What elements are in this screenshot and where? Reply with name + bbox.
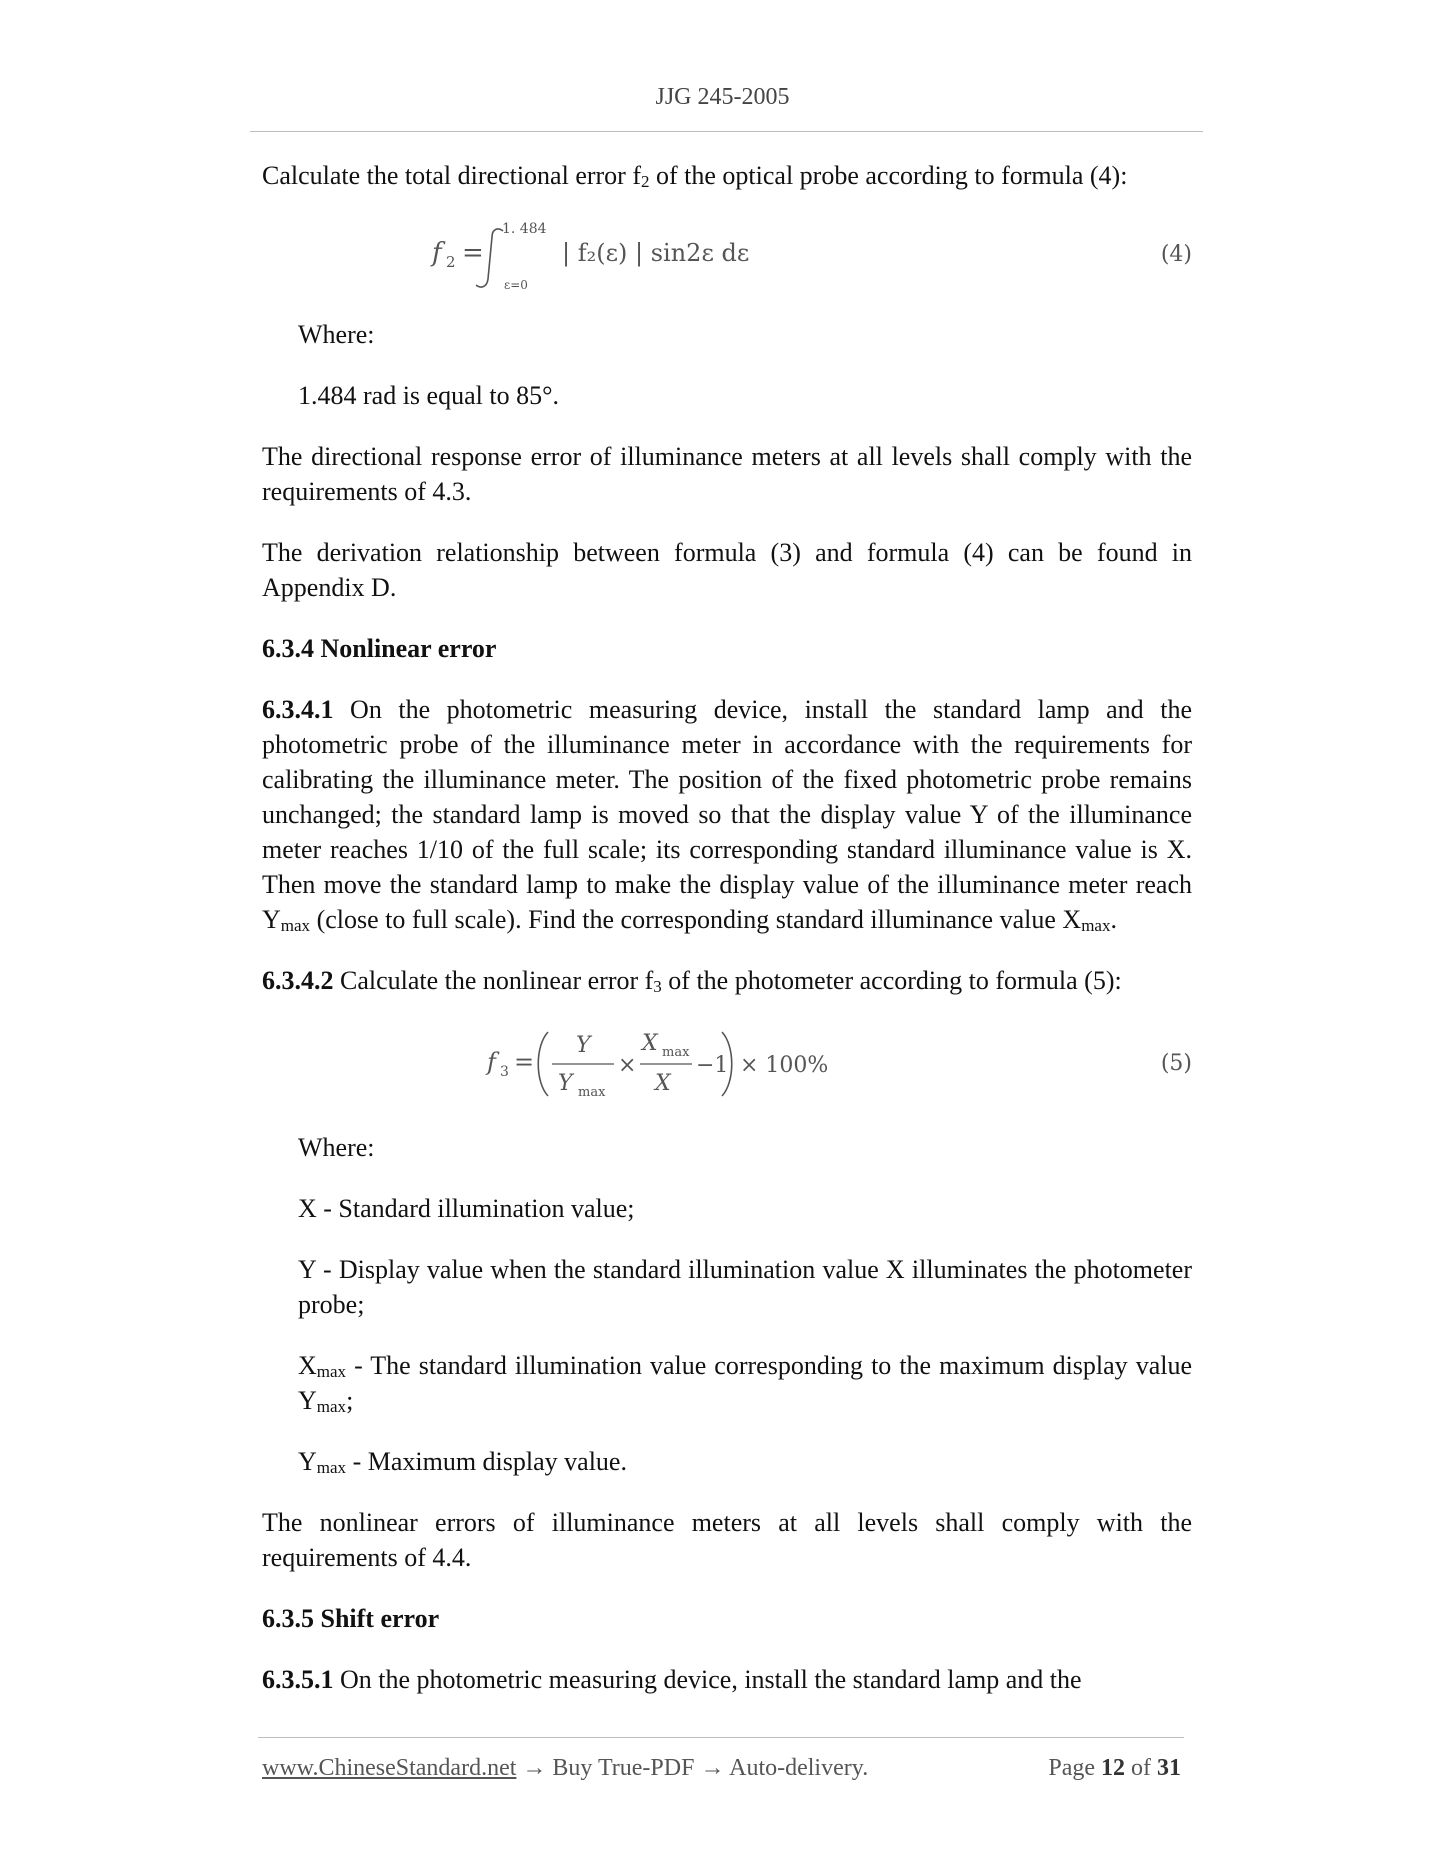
site-link[interactable]: www.ChineseStandard.net bbox=[262, 1755, 517, 1781]
directional-paragraph: The directional response error of illuminance meters at all levels shall comply with the requirements of 4.3. bbox=[262, 442, 1192, 506]
footer-left: www.ChineseStandard.net → Buy True-PDF → Auto-delivery. bbox=[262, 1755, 869, 1781]
definition-y: Y - Display value when the standard illumination value X illuminates the photometer probe; bbox=[298, 1255, 1192, 1319]
eq-number-4: (4) bbox=[1160, 242, 1192, 267]
f5-times-100: × 100% bbox=[740, 1053, 829, 1078]
f4-lower-limit: ε=0 bbox=[504, 278, 528, 291]
f4-lhs-var: f bbox=[432, 238, 442, 268]
nonlinear-paragraph: The nonlinear errors of illuminance meters at all levels shall comply with the requirements of 4.4. bbox=[262, 1508, 1192, 1572]
f4-equals: = bbox=[462, 238, 484, 268]
formula-5-graphic bbox=[262, 1024, 1062, 1104]
f5-num-xmax-sub: max bbox=[662, 1045, 690, 1060]
header-rule bbox=[250, 131, 1203, 132]
page-number: 12 bbox=[1101, 1755, 1125, 1781]
f5-den-ymax: Y bbox=[558, 1071, 573, 1096]
f5-lhs-sub: 3 bbox=[500, 1064, 509, 1080]
definition-x: X - Standard illumination value; bbox=[298, 1194, 635, 1223]
left-paren bbox=[538, 1032, 548, 1096]
formula-5 bbox=[262, 1024, 1192, 1104]
where-label-1: Where: bbox=[298, 320, 375, 349]
doc-header: JJG 245-2005 bbox=[655, 84, 790, 110]
f4-upper-limit: 1. 484 bbox=[502, 221, 547, 237]
intro-paragraph: Calculate the total directional error f2 of the optical probe according to formula (4): bbox=[262, 161, 1128, 191]
f5-equals: = bbox=[514, 1048, 535, 1076]
derivation-paragraph: The derivation relationship between formula (3) and formula (4) can be found in Appendix D. bbox=[262, 538, 1192, 602]
rad-note: 1.484 rad is equal to 85°. bbox=[298, 381, 559, 410]
f5-minus-one: −1 bbox=[696, 1053, 729, 1078]
eq-number-5: (5) bbox=[1160, 1051, 1192, 1076]
paragraph-6-3-4-1: 6.3.4.1 On the photometric measuring device, install the standard lamp and the photometric probe of the illuminance meter in accordance with the requirements for calibrating the illuminance meter. The position of the fixed photometric probe remains unchanged; the standard lamp is moved so that the display value Y of the illuminance meter reaches 1/10 of the full scale; its corresponding standard illuminance value is X. Then move the standard lamp to make the display value of the illuminance meter reach Ymax (close to full scale). Find the corresponding standard illuminance value Xmax. bbox=[262, 695, 1192, 935]
page-body bbox=[262, 158, 1192, 1723]
footer-rule bbox=[258, 1737, 1184, 1738]
page-counter: Page 12 of 31 bbox=[1048, 1755, 1181, 1781]
f5-num-xmax: X bbox=[642, 1031, 658, 1056]
paragraph-6-3-4-2: 6.3.4.2 Calculate the nonlinear error f3 of the photometer according to formula (5): bbox=[262, 966, 1122, 996]
definition-xmax: Xmax - The standard illumination value corresponding to the maximum display value Ymax; bbox=[298, 1351, 1192, 1416]
page-total: 31 bbox=[1157, 1755, 1181, 1781]
formula-4-graphic bbox=[262, 219, 1062, 291]
definition-ymax: Ymax - Maximum display value. bbox=[298, 1447, 627, 1477]
heading-6-3-4: 6.3.4 Nonlinear error bbox=[262, 634, 497, 663]
f5-num-y: Y bbox=[576, 1033, 591, 1058]
f5-times: × bbox=[618, 1053, 637, 1078]
paragraph-6-3-5-1: 6.3.5.1 On the photometric measuring device, install the standard lamp and the bbox=[262, 1665, 1082, 1694]
f5-den-x: X bbox=[655, 1071, 671, 1096]
formula-4 bbox=[262, 219, 1192, 291]
f4-lhs-sub: 2 bbox=[446, 253, 456, 271]
f5-den-ymax-sub: max bbox=[578, 1085, 606, 1100]
f4-integrand: | f₂(ε) | sin2ε dε bbox=[562, 239, 750, 267]
f5-lhs-var: f bbox=[487, 1048, 496, 1076]
heading-6-3-5: 6.3.5 Shift error bbox=[262, 1604, 440, 1633]
where-label-2: Where: bbox=[298, 1133, 375, 1162]
